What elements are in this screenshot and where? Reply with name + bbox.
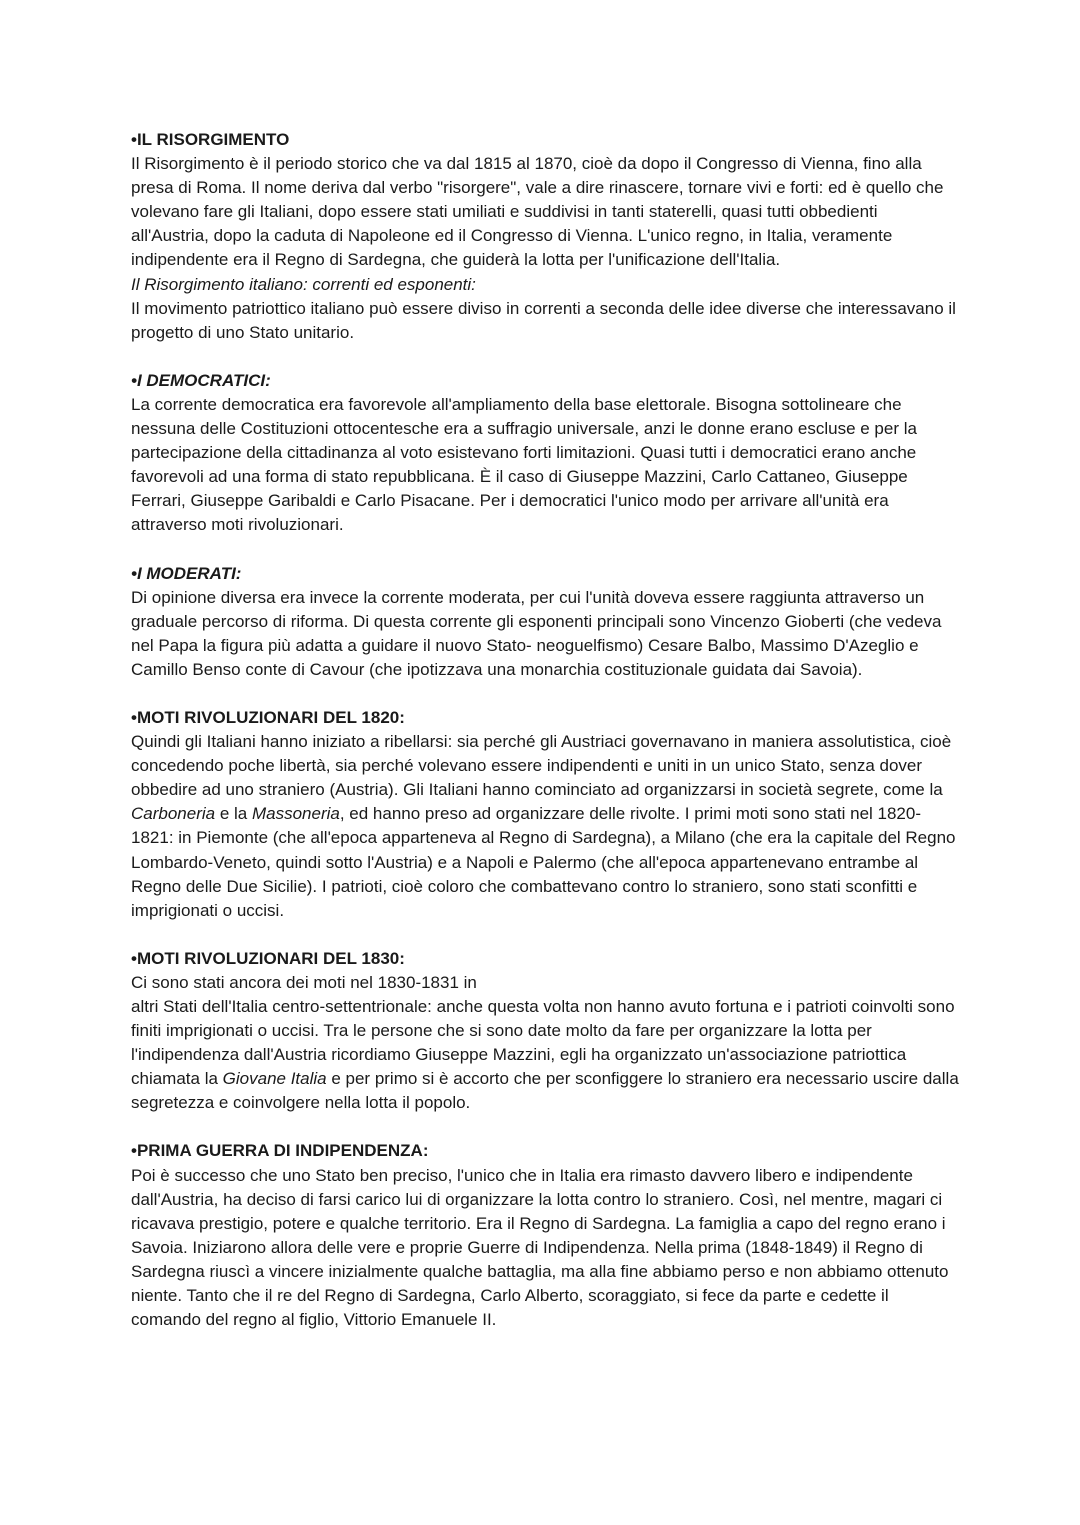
section-paragraph [131,730,960,923]
section-moti-1830 [131,947,960,1116]
section-heading: •MOTI RIVOLUZIONARI DEL 1820: [131,707,405,727]
section-subheading: Il Risorgimento italiano: correnti ed esponenti: [131,274,476,294]
section-prima-guerra [131,1139,960,1332]
section-heading: •I DEMOCRATICI: [131,370,271,390]
text-run: e per primo si è accorto che per sconfiggere lo straniero era necessario uscire dalla segretezza e coinvolgere nella lotta il popolo. [131,1069,959,1113]
emphasis-carboneria: Carboneria [131,804,216,824]
emphasis-giovane-italia: Giovane Italia [222,1069,327,1089]
section-moderati [131,562,960,682]
section-risorgimento [131,128,960,345]
section-paragraph: Il movimento patriottico italiano può essere diviso in correnti a seconda delle idee diverse che interessavano il progetto di uno Stato unitario. [131,298,956,342]
section-heading: •MOTI RIVOLUZIONARI DEL 1830: [131,948,405,968]
text-run: Quindi gli Italiani hanno iniziato a ribellarsi: sia perché gli Austriaci governavano in maniera assolutistica, cioè concedendo poche libertà, sia perché volevano essere indipendenti e uniti in un unico Stato, senza dover obbedire ad uno straniero (Austria). Gli Italiani hanno cominciato ad organizzarsi in società segrete, come la [131,732,952,800]
section-heading: •IL RISORGIMENTO [131,130,290,149]
section-paragraph: Poi è successo che uno Stato ben preciso, l'unico che in Italia era rimasto davvero libero e indipendente dall'Austria, ha deciso di farsi carico lui di organizzare la lotta contro lo straniero. Così, nel mentre, magari ci ricavava prestigio, potere e qualche territorio. Era il Regno di Sardegna. La famiglia a capo del regno erano i Savoia. Iniziarono allora delle vere e proprie Guerre di Indipendenza. Nella prima (1848-1849) il Regno di Sardegna riuscì a vincere inizialmente qualche battaglia, ma alla fine abbiamo perso e non abbiamo ottenuto niente. Tanto che il re del Regno di Sardegna, Carlo Alberto, scoraggiato, si fece da parte e cedette il comando del regno al figlio, Vittorio Emanuele II. [131,1165,949,1330]
section-democratici [131,369,960,538]
text-run: altri Stati dell'Italia centro-settentrionale: anche questa volta non hanno avuto fortuna e i patrioti coinvolti sono finiti imprigionati o uccisi. Tra le persone che si sono date molto da fare per organizzare la lotta per l'indipendenza dall'Austria ricordiamo Giuseppe Mazzini, egli ha organizzato un'associazione patriottica chiamata la [131,997,955,1089]
section-line: Ci sono stati ancora dei moti nel 1830-1831 in [131,972,477,992]
section-heading: •PRIMA GUERRA DI INDIPENDENZA: [131,1141,429,1161]
section-heading: •I MODERATI: [131,563,242,583]
section-paragraph: Il Risorgimento è il periodo storico che va dal 1815 al 1870, cioè da dopo il Congresso di Vienna, fino alla presa di Roma. Il nome deriva dal verbo "risorgere", vale a dire rinascere, tornare vivi e forti: ed è quello che volevano fare gli Italiani, dopo essere stati umiliati e suddivisi in tanti staterelli, quasi tutti obbedienti all'Austria, dopo la caduta di Napoleone ed il Congresso di Vienna. L'unico regno, in Italia, veramente indipendente era il Regno di Sardegna, che guiderà la lotta per l'unificazione dell'Italia. [131,154,944,270]
section-moti-1820 [131,706,960,923]
text-run: , ed hanno preso ad organizzare delle rivolte. I primi moti sono stati nel 1820-1821: in Piemonte (che all'epoca apparteneva al Regno di Sardegna), a Milano (che era la capitale del Regno Lombardo-Veneto, quindi sotto l'Austria) e a Napoli e Palermo (che all'epoca appartenevano entrambe al Regno delle Due Sicilie). I patrioti, cioè coloro che combattevano contro lo straniero, sono stati sconfitti e imprigionati o uccisi. [131,804,956,920]
text-run: e la [215,804,252,824]
section-paragraph: Di opinione diversa era invece la corrente moderata, per cui l'unità doveva essere raggiunta attraverso un graduale percorso di riforma. Di questa corrente gli esponenti principali sono Vincenzo Gioberti (che vedeva nel Papa la figura più adatta a guidare il nuovo Stato- neoguelfismo) Cesare Balbo, Massimo D'Azeglio e Camillo Benso conte di Cavour (che ipotizzava una monarchia costituzionale guidata dai Savoia). [131,587,942,679]
section-paragraph: La corrente democratica era favorevole all'ampliamento della base elettorale. Bisogna sottolineare che nessuna delle Costituzioni ottocentesche era a suffragio universale, anzi le donne erano escluse e per la partecipazione della cittadinanza al voto esistevano forti limitazioni. Quasi tutti i democratici erano anche favorevoli ad una forma di stato repubblicana. È il caso di Giuseppe Mazzini, Carlo Cattaneo, Giuseppe Ferrari, Giuseppe Garibaldi e Carlo Pisacane. Per i democratici l'unico modo per arrivare all'unità era attraverso moti rivoluzionari. [131,394,917,535]
section-paragraph [131,995,960,1115]
emphasis-massoneria: Massoneria [251,804,340,824]
